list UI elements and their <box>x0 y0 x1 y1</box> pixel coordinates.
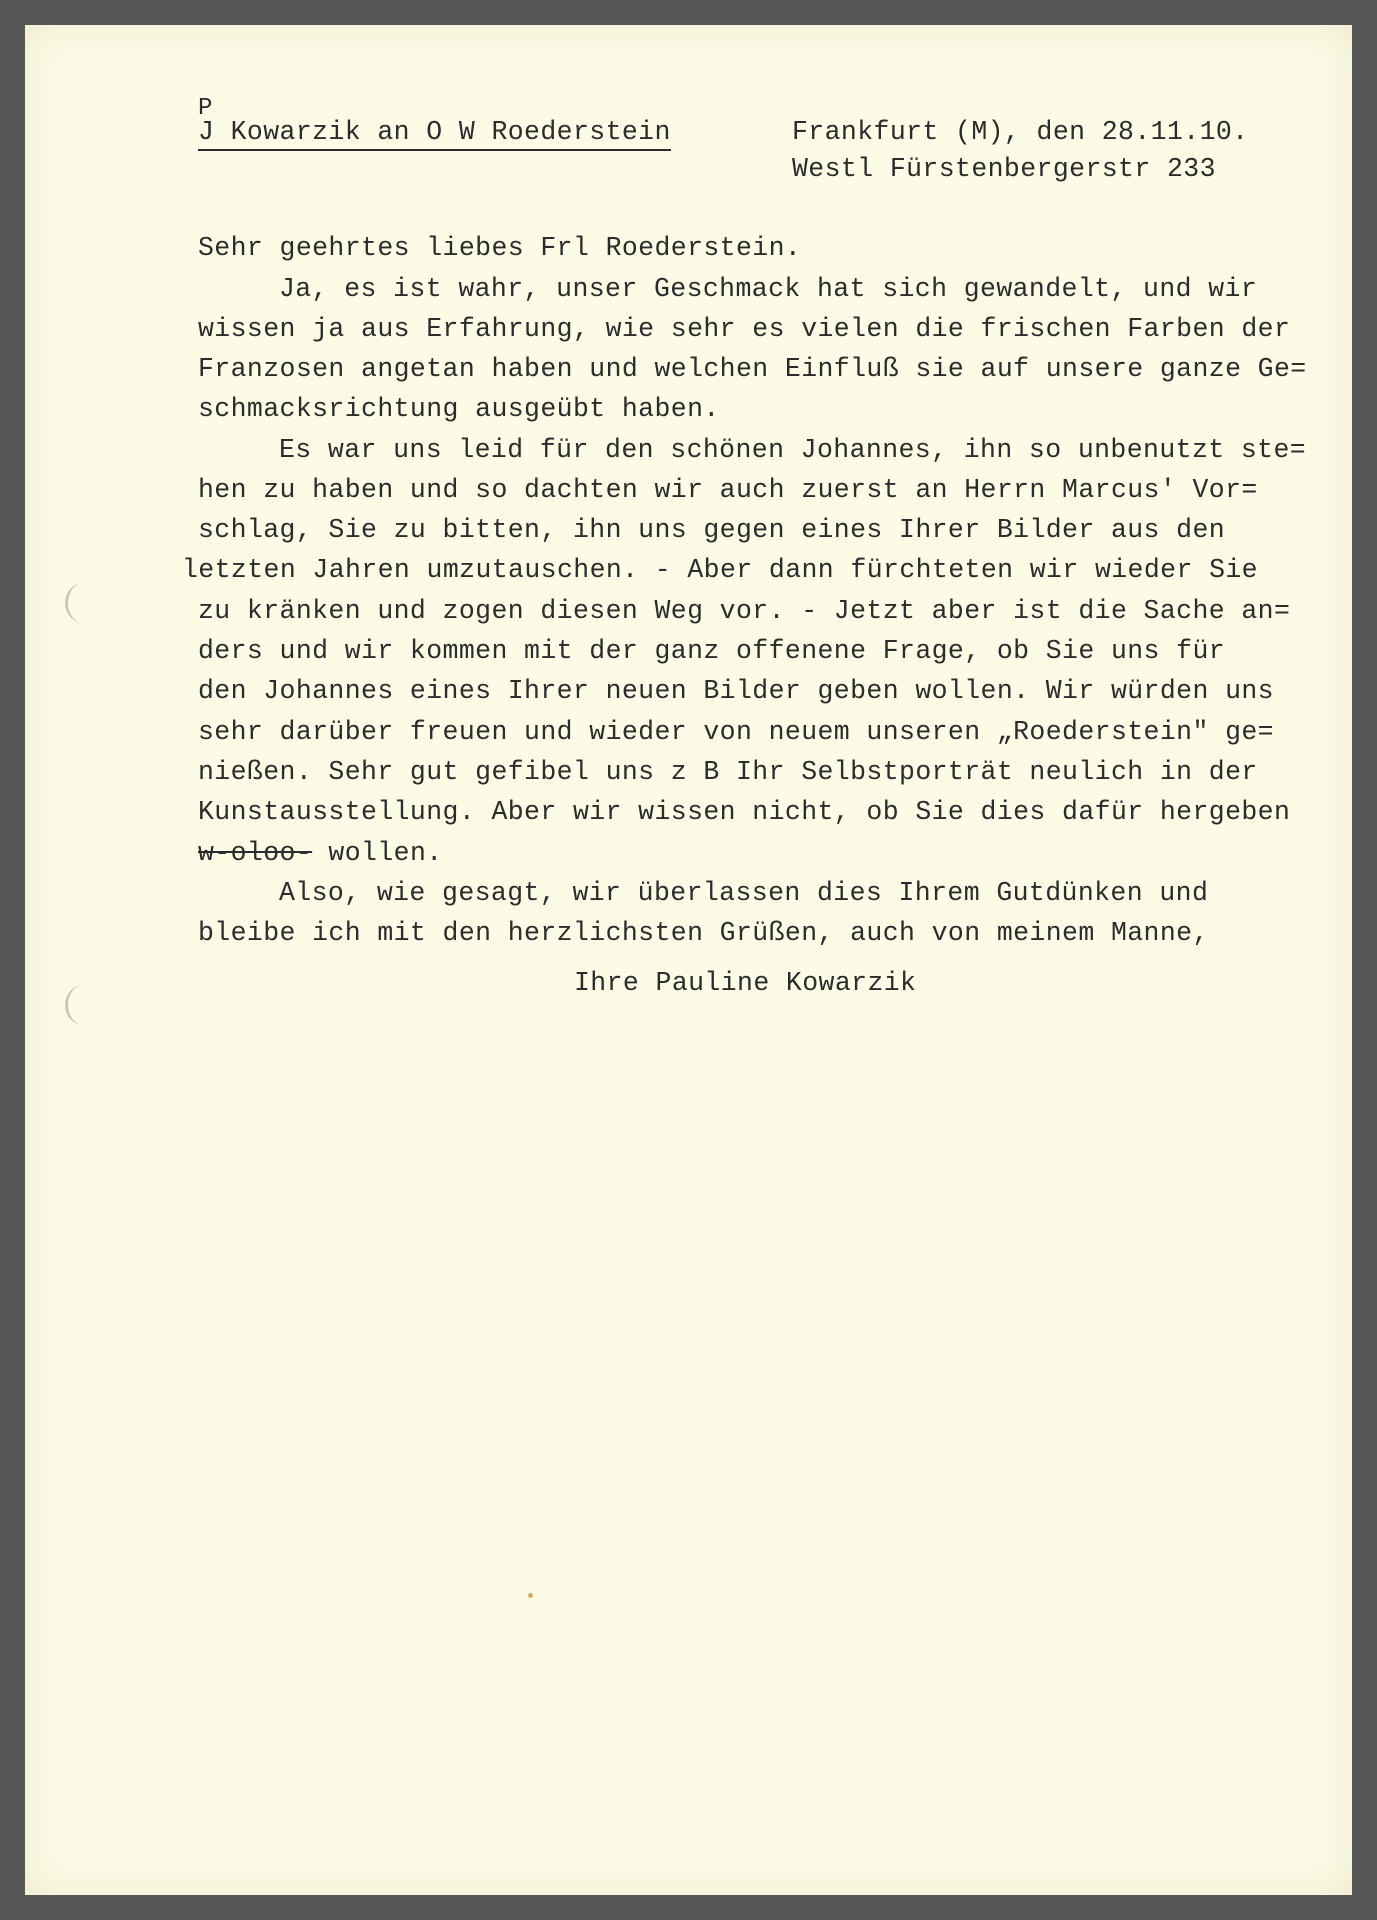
body-line: sehr darüber freuen und wieder von neuem unseren „Roederstein" ge= <box>198 717 1274 747</box>
salutation: Sehr geehrtes liebes Frl Roederstein. <box>198 233 802 263</box>
struck-text: w-oloo- <box>198 838 313 868</box>
header-date-line: Frankfurt (M), den 28.11.10. <box>792 117 1249 147</box>
body-line: Ja, es ist wahr, unser Geschmack hat sich gewandelt, und wir <box>279 274 1258 304</box>
body-line: den Johannes eines Ihrer neuen Bilder geben wollen. Wir würden uns <box>198 676 1274 706</box>
body-line: Es war uns leid für den schönen Johannes, ihn so unbenutzt ste= <box>279 435 1307 465</box>
body-line: Kunstausstellung. Aber wir wissen nicht, ob Sie dies dafür hergeben <box>198 797 1291 827</box>
header-address-line: Westl Fürstenbergerstr 233 <box>792 154 1216 184</box>
body-line <box>198 840 443 867</box>
body-line: nießen. Sehr gut gefibel uns z B Ihr Selbstporträt neulich in der <box>198 757 1258 787</box>
body-line: bleibe ich mit den herzlichsten Grüßen, auch von meinem Manne, <box>198 918 1209 948</box>
header-recipient-line: J Kowarzik an O W Roederstein <box>198 119 671 151</box>
body-line: ders und wir kommen mit der ganz offenene Frage, ob Sie uns für <box>198 636 1226 666</box>
body-line: schmacksrichtung ausgeübt haben. <box>198 394 720 424</box>
body-line: zu kränken und zogen diesen Weg vor. - Jetzt aber ist die Sache an= <box>198 596 1291 626</box>
signature: Ihre Pauline Kowarzik <box>574 968 917 998</box>
body-line: Also, wie gesagt, wir überlassen dies Ihrem Gutdünken und <box>279 878 1209 908</box>
body-line: hen zu haben und so dachten wir auch zuerst an Herrn Marcus' Vor= <box>198 475 1258 505</box>
body-line: letzten Jahren umzutauschen. - Aber dann fürchteten wir wieder Sie <box>182 555 1258 585</box>
letter-text <box>25 25 1352 1895</box>
header-initial-p: P <box>198 95 213 122</box>
body-line: Franzosen angetan haben und welchen Einfluß sie auf unsere ganze Ge= <box>198 354 1307 384</box>
letter-page <box>25 25 1352 1895</box>
body-line: schlag, Sie zu bitten, ihn uns gegen eines Ihrer Bilder aus den <box>198 515 1226 545</box>
body-line: wissen ja aus Erfahrung, wie sehr es vielen die frischen Farben der <box>198 314 1291 344</box>
body-line-text: wollen. <box>312 838 443 868</box>
